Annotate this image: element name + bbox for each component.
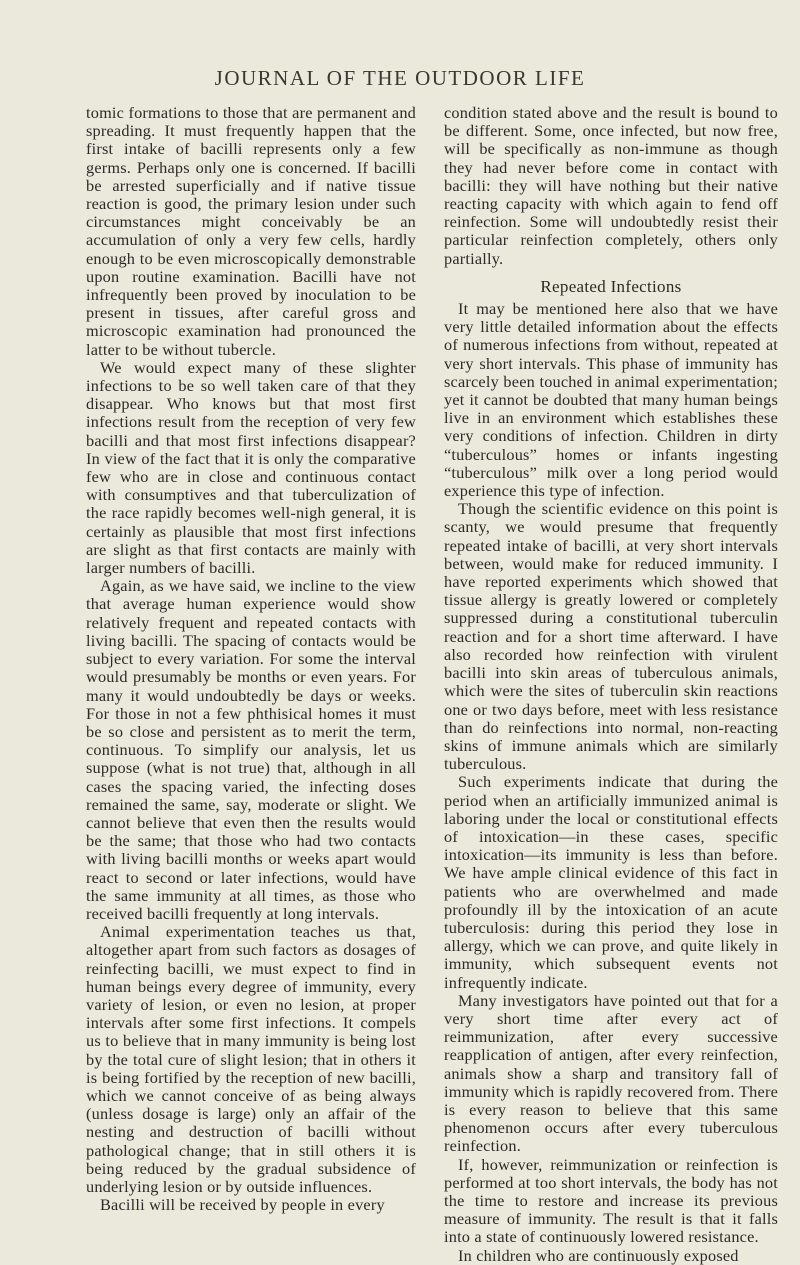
paragraph: We would expect many of these slighter infections to be so well taken care of that they disappear. Who knows but that most first infections result from the reception of very few bacilli and that most first infections disappear? In view of the fact that it is only the comparative few who are in close and continuous contact with consumptives and that tuberculization of the race rapidly becomes well-nigh general, it is certainly as plausible that most first infections are slight as that first contacts are mainly with larger numbers of bacilli. — [86, 357, 416, 578]
running-title: JOURNAL OF THE OUTDOOR LIFE — [214, 66, 586, 90]
right-column — [444, 104, 778, 1265]
paragraph: Again, as we have said, we incline to the view that average human experience would show relatively frequent and repeated contacts with living bacilli. The spacing of contacts would be subject to every variation. For some the interval would presumably be months or even years. For many it would undoubtedly be days or weeks. For those in not a few phthisical homes it must be so close and persistent as to merit the term, continuous. To simplify our analysis, let us suppose (what is not true) that, although in all cases the spacing varied, the infecting doses remained the same, say, moderate or slight. We cannot believe that even then the results would be the same; that those who had two contacts with living bacilli months or weeks apart would react to second or later infections, would have the same immunity at all times, as those who received bacilli frequently at long intervals. — [86, 576, 416, 923]
section-heading: Repeated Infections — [540, 276, 682, 296]
paragraph: Such experiments indicate that during the period when an artificially immunized animal is laboring under the local or constitutional effects of intoxication—in these cases, specific intoxication—its immunity is less than before. We have ample clinical evidence of this fact in patients who are overwhelmed and made profoundly ill by the intoxication of an acute tuberculosis: during this period they lose in allergy, which we can prove, and quite likely in immunity, which subsequent events not infrequently indicate. — [444, 772, 778, 992]
paragraph: Animal experimentation teaches us that, altogether apart from such factors as dosages of reinfecting bacilli, we must expect to find in human beings every degree of immunity, every variety of lesion, or even no lesion, at proper intervals after some first infections. It compels us to believe that in many immunity is being lost by the total cure of slight lesion; that in others it is being fortified by the reception of new bacilli, which we cannot conceive of as being always (unless dosage is large) only an affair of the nesting and destruction of bacilli without pathological change; that in still others it is being reduced by the gradual subsidence of underlying lesion or by outside influences. — [86, 922, 416, 1196]
paragraph: In children who are continuously exposed — [458, 1245, 739, 1265]
paragraph: It may be mentioned here also that we have very little detailed information about the effects of numerous infections from without, repeated at very short intervals. This phase of immunity has scarcely been touched in animal experimentation; yet it cannot be doubted that many human beings live in an environment which establishes these very conditions of infection. Children in dirty “tuberculous” homes or infants ingesting “tuberculous” milk over a long period would experience this type of infection. — [444, 299, 778, 501]
paragraph: Many investigators have pointed out that for a very short time after every act of reimmunization, after every successive reapplication of antigen, after every reinfection, animals show a sharp and transitory fall of immunity which is rapidly recovered from. There is every reason to believe that this same phenomenon occurs after every tuberculous reinfection. — [444, 990, 778, 1156]
paragraph: If, however, reimmunization or reinfection is performed at too short intervals, the body has not the time to restore and increase its previous measure of immunity. The result is that it falls into a state of continuously lowered resistance. — [444, 1154, 778, 1247]
paragraph: condition stated above and the result is bound to be different. Some, once infected, but now free, will be specifically as non-immune as though they had never before come in contact with bacilli: they will have nothing but their native reacting capacity with which again to fend off reinfection. Some will undoubtedly resist their particular reinfection completely, others only partially. — [444, 103, 778, 268]
left-column — [86, 104, 416, 1214]
paragraph: Though the scientific evidence on this point is scanty, we would presume that frequently repeated intake of bacilli, at very short intervals between, would make for reduced immunity. I have reported experiments which showed that tissue allergy is greatly lowered or completely suppressed during a constitutional tuberculin reaction and for a short time afterward. I have also recorded how reinfection with virulent bacilli into skin areas of tuberculous animals, which were the sites of tuberculin skin reactions one or two days before, meet with less resistance than do reinfections into normal, non-reacting skins of immune animals which are similarly tuberculous. — [444, 499, 778, 774]
paragraph: tomic formations to those that are permanent and spreading. It must frequently happen that the first intake of bacilli represents only a few germs. Perhaps only one is concerned. If bacilli be arrested superficially and if native tissue reaction is good, the primary lesion under such circumstances might conceivably be an accumulation of only a very few cells, hardly enough to be even microscopically demonstrable upon routine examination. Bacilli have not infrequently been proved by inoculation to be present in tissues, after careful gross and microscopic examination had pronounced the latter to be without tubercle. — [86, 103, 416, 359]
paragraph: Bacilli will be received by people in every — [100, 1195, 385, 1215]
